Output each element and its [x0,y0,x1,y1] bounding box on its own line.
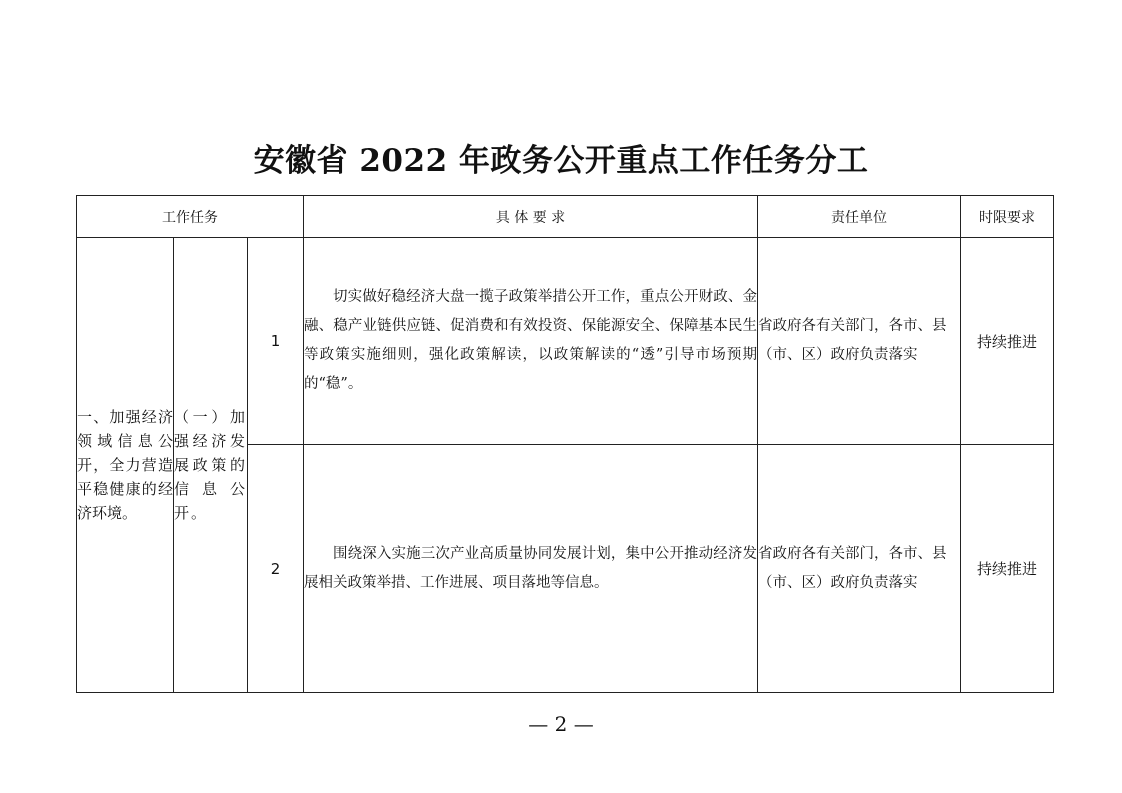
document-title: 安徽省 2022 年政务公开重点工作任务分工 [253,143,869,179]
header-requirement: 具 体 要 求 [304,196,758,238]
table-header-row [77,196,1054,238]
header-task: 工作任务 [77,196,304,238]
header-unit: 责任单位 [758,196,961,238]
page-number: — 2 — [528,712,594,736]
requirement-text: 切实做好稳经济大盘一揽子政策举措公开工作，重点公开财政、金融、稳产业链供应链、促消费和有效投资、保能源安全、保障基本民生等政策实施细则，强化政策解读，以政策解读的“透”引导市场预期的“稳”。 [304,289,757,392]
task-subcategory: （一）加强经济发展政策的信息公开。 [174,238,248,693]
task-table [76,195,1054,693]
row-number: 2 [248,445,304,693]
responsible-unit: 省政府各有关部门，各市、县（市、区）政府负责落实 [758,445,961,693]
table-row [77,238,1054,445]
requirement-text: 围绕深入实施三次产业高质量协同发展计划，集中公开推动经济发展相关政策举措、工作进展、项目落地等信息。 [304,545,757,591]
time-limit: 持续推进 [961,238,1054,445]
requirement-cell [304,445,758,693]
row-number: 1 [248,238,304,445]
responsible-unit: 省政府各有关部门，各市、县（市、区）政府负责落实 [758,238,961,445]
header-limit: 时限要求 [961,196,1054,238]
requirement-cell [304,238,758,445]
task-category: 一、加强经济领域信息公开，全力营造平稳健康的经济环境。 [77,238,174,693]
time-limit: 持续推进 [961,445,1054,693]
